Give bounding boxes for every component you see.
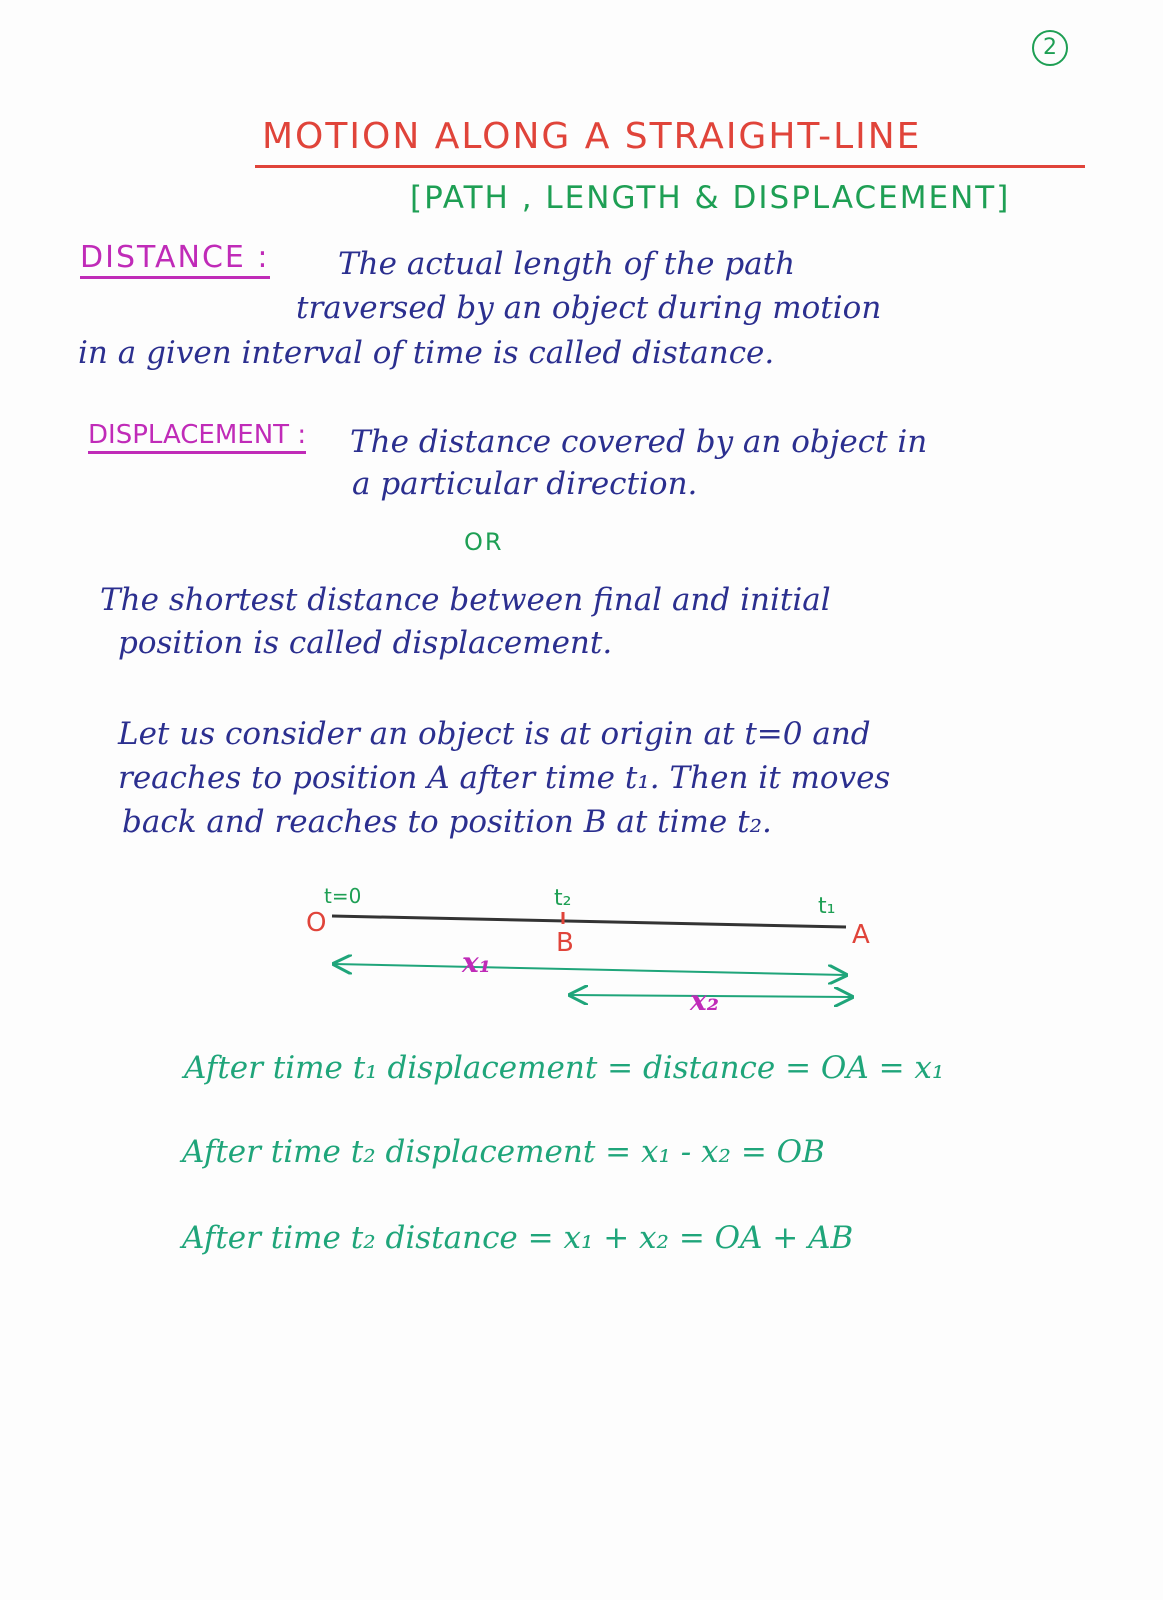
page-number: 2: [1032, 30, 1068, 66]
straight-line-path: [332, 916, 846, 927]
displacement-line-1: The distance covered by an object in: [350, 424, 928, 460]
label-t1: t₁: [818, 894, 836, 919]
displacement-heading: DISPLACEMENT :: [88, 420, 306, 454]
distance-line-1: The actual length of the path: [338, 246, 796, 282]
x1-arrow: [334, 964, 846, 975]
label-x1: x₁: [462, 946, 491, 979]
label-t0: t=0: [324, 884, 362, 908]
formula-2: After time t₂ displacement = x₁ - x₂ = OB: [182, 1134, 825, 1170]
alt-definition-line-2: position is called displacement.: [118, 625, 613, 661]
page-title: MOTION ALONG A STRAIGHT-LINE: [262, 116, 922, 157]
label-a: A: [852, 920, 872, 950]
distance-line-2: traversed by an object during motion: [296, 290, 882, 326]
label-b: B: [556, 928, 576, 958]
or-separator: OR: [464, 528, 504, 556]
label-t2: t₂: [554, 886, 572, 911]
formula-3: After time t₂ distance = x₁ + x₂ = OA + AB: [182, 1220, 854, 1256]
displacement-line-2: a particular direction.: [352, 466, 698, 502]
scenario-line-3: back and reaches to position B at time t₂.: [122, 804, 772, 840]
scenario-line-1: Let us consider an object is at origin at t=0 and: [118, 716, 871, 752]
label-x2: x₂: [690, 984, 719, 1017]
alt-definition-line-1: The shortest distance between final and initial: [100, 582, 831, 618]
label-o: O: [306, 908, 329, 938]
page-subtitle: [PATH , LENGTH & DISPLACEMENT]: [410, 180, 1011, 216]
distance-heading: DISTANCE :: [80, 240, 270, 279]
scenario-line-2: reaches to position A after time t₁. Then it moves: [118, 760, 891, 796]
formula-1: After time t₁ displacement = distance = OA = x₁: [184, 1050, 945, 1086]
distance-line-3: in a given interval of time is called distance.: [78, 335, 775, 371]
